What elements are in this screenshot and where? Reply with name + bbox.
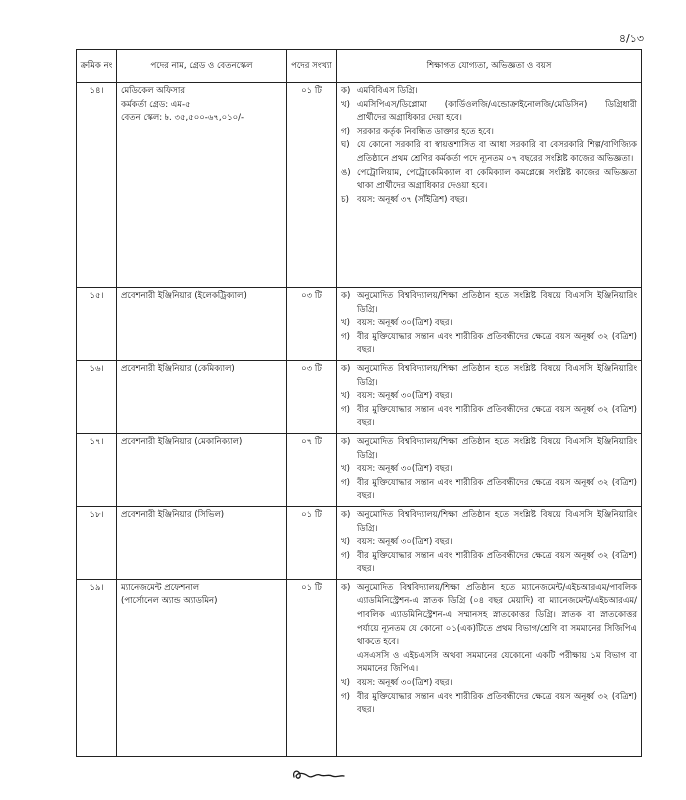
row-qualifications [337, 579, 642, 756]
row-serial: ১৯। [77, 579, 117, 756]
qualification-marker: ক) [341, 86, 351, 96]
qualification-marker: খ) [341, 678, 350, 689]
row-post [117, 360, 287, 433]
qualification-marker: খ) [341, 99, 350, 110]
row-count: ০৭ টি [287, 433, 337, 506]
qualification-text: বীর মুক্তিযোদ্ধার সন্তান এবং শারীরিক প্রতিবন্ধীদের ক্ষেত্রে বয়স অনূর্ধ্ব ৩২ (বত্রিশ) বছর। [357, 477, 637, 502]
header-serial: ক্রমিক নং [77, 50, 117, 83]
qualification-item [341, 509, 637, 536]
qualification-text: বীর মুক্তিযোদ্ধার সন্তান এবং শারীরিক প্রতিবন্ধীদের ক্ষেত্রে বয়স অনূর্ধ্ব ৩২ (বত্রিশ) বছর। [357, 404, 637, 429]
qualification-text: অনুমোদিত বিশ্ববিদ্যালয়/শিক্ষা প্রতিষ্ঠান হতে ম্যানেজমেন্ট/এইচআরএম/পাবলিক এ্যাডমিনিস্ট্রেশন-এ স্নাতক ডিগ্রি (০৪ বছর মেয়াদি) বা ম্যানেজমেন্ট/এইচআরএম/পাবলিক এ্যাডমিনিস্ট্রেশন-এ সম্মানসহ স্নাতকোত্তর ডিগ্রি। স্নাতক বা স্নাতকোত্তর পর্যায়ে ন্যূনতম যে কোনো ০১(এক)টিতে প্রথম বিভাগ/শ্রেণি বা সমমানের সিজিপিএ থাকতে হবে। [357, 582, 637, 648]
qualification-item [341, 436, 637, 463]
qualification-marker: গ) [341, 404, 350, 415]
header-count: পদের সংখ্যা [287, 50, 337, 83]
qualification-text: সরকার কর্তৃক নিবন্ধিত ডাক্তার হতে হবে। [357, 126, 494, 137]
post-line: মেডিকেল অফিসার [121, 86, 186, 96]
qualification-item [341, 691, 637, 718]
qualification-item [341, 126, 637, 140]
post-line: প্রবেশনারী ইঞ্জিনিয়ার (ইলেকট্রিক্যাল) [121, 291, 247, 301]
qualification-item [341, 677, 637, 691]
table-header-row [77, 50, 642, 83]
signature-icon [288, 763, 348, 785]
qualification-marker: খ) [341, 391, 350, 402]
qualification-item [341, 390, 637, 404]
post-line: ম্যানেজমেন্ট প্রফেশনাল [121, 582, 200, 593]
qualification-marker: ক) [341, 582, 351, 593]
qualification-marker: গ) [341, 550, 350, 561]
qualification-item [341, 331, 637, 358]
qualification-marker [341, 650, 357, 677]
post-line: (পার্সোনেল অ্যান্ড অ্যাডমিন) [121, 596, 218, 607]
qualification-item [341, 477, 637, 504]
qualification-marker: ঙ) [341, 167, 351, 178]
row-serial: ১৫। [77, 288, 117, 361]
row-serial: ১৪। [77, 83, 117, 288]
post-line: কর্মকর্তা গ্রেড: এম-৫ [121, 99, 191, 110]
row-post [117, 288, 287, 361]
row-serial: ১৭। [77, 433, 117, 506]
table-row [77, 83, 642, 288]
job-posts-table [76, 49, 642, 757]
row-serial: ১৬। [77, 360, 117, 433]
qualification-item [341, 463, 637, 477]
qualification-text: অনুমোদিত বিশ্ববিদ্যালয়/শিক্ষা প্রতিষ্ঠান হতে সংশ্লিষ্ট বিষয়ে বিএসসি ইঞ্জিনিয়ারিং ডিগ্রি। [357, 509, 637, 534]
qualification-text: অনুমোদিত বিশ্ববিদ্যালয়/শিক্ষা প্রতিষ্ঠান হতে সংশ্লিষ্ট বিষয়ে বিএসসি ইঞ্জিনিয়ারিং ডিগ্রি। [357, 291, 637, 315]
qualification-marker: গ) [341, 477, 350, 488]
header-qualification: শিক্ষাগত যোগ্যতা, অভিজ্ঞতা ও বয়স [337, 50, 642, 83]
qualification-text: অনুমোদিত বিশ্ববিদ্যালয়/শিক্ষা প্রতিষ্ঠান হতে সংশ্লিষ্ট বিষয়ে বিএসসি ইঞ্জিনিয়ারিং ডিগ্রি। [357, 436, 637, 461]
qualification-text: বয়স: অনূর্ধ্ব ৩৭ (সাঁইত্রিশ) বছর। [357, 194, 468, 205]
qualification-item [341, 536, 637, 550]
qualification-text: পেট্রোলিয়াম, পেট্রোকেমিক্যাল বা কেমিক্যাল কমপ্লেক্সে সংশ্লিষ্ট কাজের অভিজ্ঞতা থাকা প্রার্থীদের অগ্রাধিকার দেওয়া হবে। [357, 167, 637, 192]
qualification-marker: গ) [341, 126, 350, 137]
table-row [77, 433, 642, 506]
qualification-item [341, 582, 637, 650]
qualification-marker: ক) [341, 363, 351, 374]
qualification-marker: ঘ) [341, 140, 350, 151]
row-count: ০১ টি [287, 579, 337, 756]
qualification-marker: গ) [341, 331, 350, 342]
qualification-item [341, 650, 637, 677]
row-count: ০১ টি [287, 506, 337, 579]
qualification-marker: ক) [341, 509, 351, 520]
table-row [77, 506, 642, 579]
row-count: ০৩ টি [287, 360, 337, 433]
post-line: প্রবেশনারী ইঞ্জিনিয়ার (মেকানিক্যাল) [121, 436, 243, 447]
post-line: বেতন স্কেল: ৳. ৩৫,৫০০-৬৭,০১০/- [121, 113, 245, 124]
qualification-item [341, 194, 637, 208]
qualification-marker: খ) [341, 537, 350, 548]
table-row [77, 360, 642, 433]
table-row [77, 579, 642, 756]
row-count: ০৩ টি [287, 288, 337, 361]
qualification-item [341, 167, 637, 194]
qualification-text: বয়স: অনূর্ধ্ব ৩০(ত্রিশ) বছর। [357, 678, 453, 689]
row-qualifications [337, 83, 642, 288]
qualification-marker: খ) [341, 464, 350, 475]
qualification-text: বয়স: অনূর্ধ্ব ৩০(ত্রিশ) বছর। [357, 537, 453, 548]
post-line: প্রবেশনারী ইঞ্জিনিয়ার (কেমিক্যাল) [121, 363, 235, 374]
qualification-marker: চ) [341, 194, 349, 205]
qualification-text: বীর মুক্তিযোদ্ধার সন্তান এবং শারীরিক প্রতিবন্ধীদের ক্ষেত্রে বয়স অনূর্ধ্ব ৩২ (বত্রিশ) বছর। [357, 550, 637, 575]
qualification-text: অনুমোদিত বিশ্ববিদ্যালয়/শিক্ষা প্রতিষ্ঠান হতে সংশ্লিষ্ট বিষয়ে বিএসসি ইঞ্জিনিয়ারিং ডিগ্রি। [357, 363, 637, 388]
qualification-item [341, 363, 637, 390]
qualification-marker: ক) [341, 436, 351, 447]
qualification-text: যে কোনো সরকারি বা স্বায়ত্তশাসিত বা আধা সরকারি বা বেসরকারি শিল্প/বাণিজ্যিক প্রতিষ্ঠানে প্রথম শ্রেণির কর্মকর্তা পদে ন্যূনতম ০৭ বছরের সংশ্লিষ্ট কাজের অভিজ্ঞতা। [357, 140, 637, 164]
qualification-text: বয়স: অনূর্ধ্ব ৩০(ত্রিশ) বছর। [357, 318, 453, 329]
qualification-text: বয়স: অনূর্ধ্ব ৩০(ত্রিশ) বছর। [357, 464, 453, 475]
qualification-item [341, 550, 637, 577]
qualification-item [341, 317, 637, 331]
row-qualifications [337, 360, 642, 433]
table-row [77, 288, 642, 361]
post-line: প্রবেশনারী ইঞ্জিনিয়ার (সিভিল) [121, 509, 225, 520]
qualification-text: বীর মুক্তিযোদ্ধার সন্তান এবং শারীরিক প্রতিবন্ধীদের ক্ষেত্রে বয়স অনূর্ধ্ব ৩২ (বত্রিশ) বছর। [357, 331, 637, 356]
row-qualifications [337, 506, 642, 579]
row-count: ০১ টি [287, 83, 337, 288]
qualification-marker: খ) [341, 318, 350, 329]
page-number: ৪/১৩ [618, 32, 644, 45]
qualification-text: বয়স: অনূর্ধ্ব ৩০(ত্রিশ) বছর। [357, 391, 453, 402]
qualification-marker: ক) [341, 291, 351, 301]
row-post [117, 579, 287, 756]
header-post: পদের নাম, গ্রেড ও বেতনস্কেল [117, 50, 287, 83]
qualification-text: বীর মুক্তিযোদ্ধার সন্তান এবং শারীরিক প্রতিবন্ধীদের ক্ষেত্রে বয়স অনূর্ধ্ব ৩২ (বত্রিশ) বছর। [357, 691, 637, 716]
row-qualifications [337, 433, 642, 506]
qualification-marker: গ) [341, 691, 350, 702]
row-post [117, 506, 287, 579]
qualification-text: এসএসসি ও এইচএসসি অথবা সমমানের যেকোনো একটি পরীক্ষায় ১ম বিভাগ বা সমমানের জিপিএ। [357, 650, 637, 675]
qualification-item [341, 85, 637, 99]
qualification-item [341, 404, 637, 431]
qualification-item [341, 290, 637, 317]
qualification-item [341, 99, 637, 126]
qualification-text: এমসিপিএস/ডিপ্লোমা (কার্ডিওলজি/এন্ডোক্রাইনোলজি/মেডিসিন) ডিগ্রিধারী প্রার্থীদের অগ্রাধিকার দেয়া হবে। [357, 99, 637, 124]
row-qualifications [337, 288, 642, 361]
row-serial: ১৮। [77, 506, 117, 579]
qualification-item [341, 139, 637, 166]
row-post [117, 83, 287, 288]
row-post [117, 433, 287, 506]
qualification-text: এমবিবিএস ডিগ্রি। [357, 86, 418, 96]
